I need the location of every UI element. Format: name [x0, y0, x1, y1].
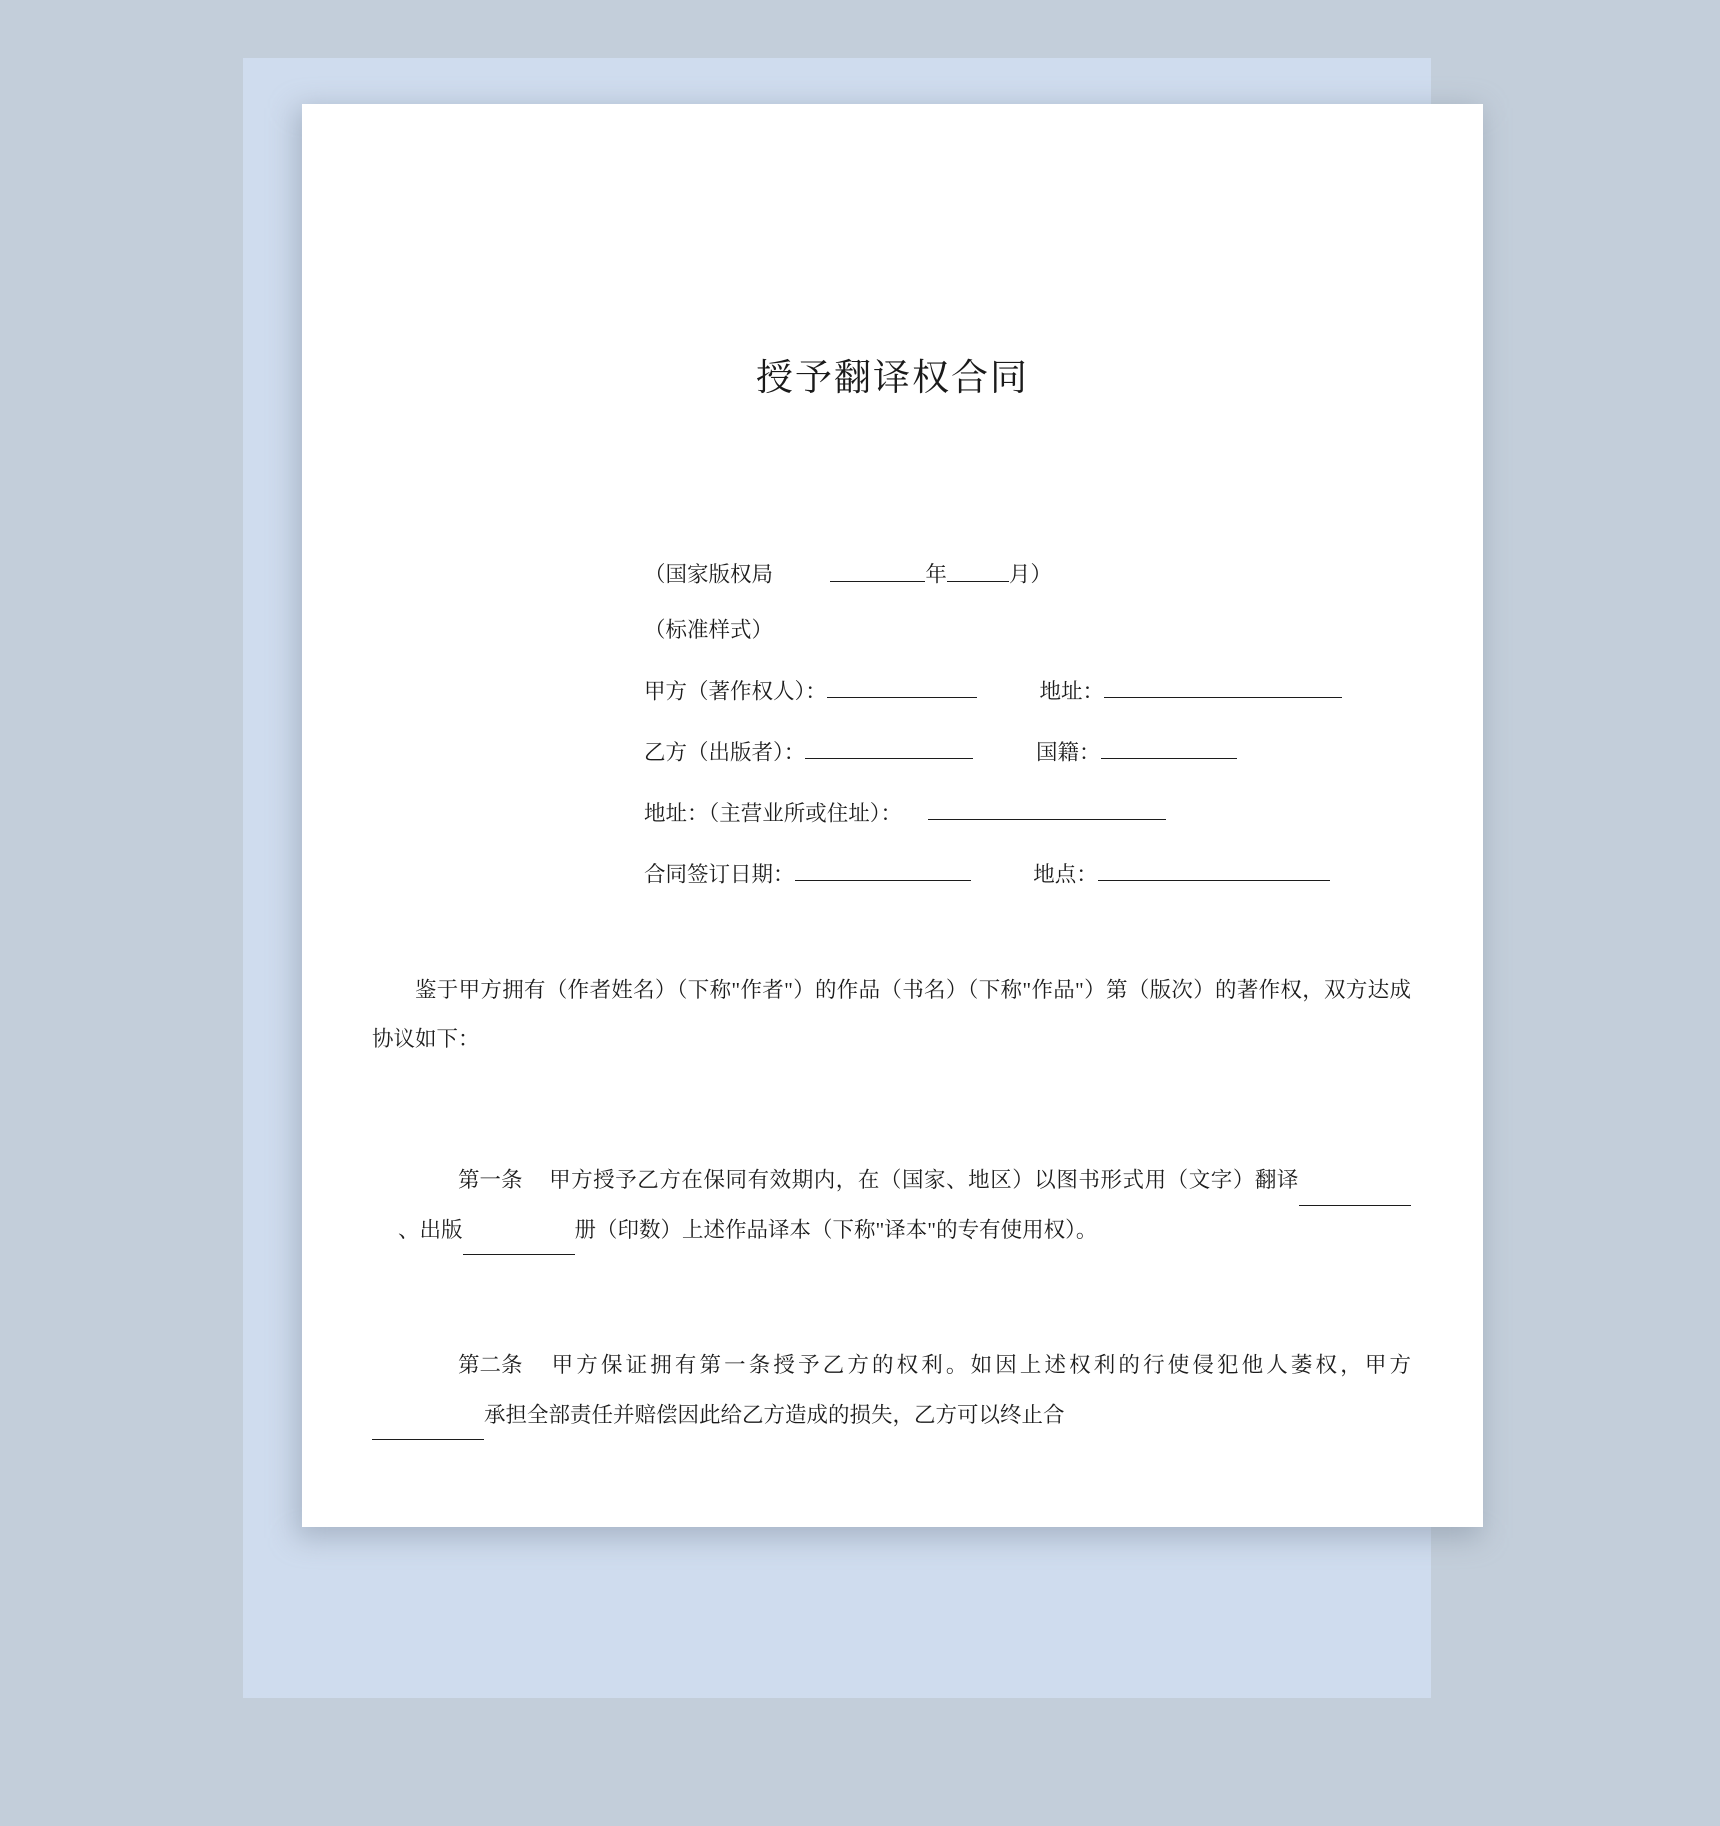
party-b-nationality-label: 国籍：: [1036, 740, 1101, 764]
issuer-year-blank[interactable]: [830, 559, 925, 582]
style-line: [372, 620, 1423, 642]
document-page: [302, 104, 1483, 1527]
field-row-signdate: [372, 859, 1423, 886]
article-1-block: [372, 1156, 1423, 1255]
issuer-line: [372, 559, 1423, 586]
party-b-nationality-blank[interactable]: [1101, 737, 1237, 760]
style-label: （标准样式）: [644, 618, 774, 642]
article-2-paragraph: [372, 1341, 1411, 1440]
issuer-suffix: 月）: [1008, 562, 1052, 587]
address-blank[interactable]: [928, 798, 1166, 821]
article-1-blank-2[interactable]: [463, 1232, 575, 1256]
article-2-text-b: 承担全部责任并赔偿因此给乙方造成的损失，乙方可以终止合: [484, 1402, 1065, 1427]
article-1-text-a: 甲方授予乙方在保同有效期内，在（国家、地区）以图书形式用（文字）翻译: [548, 1168, 1299, 1193]
article-2-blank-1[interactable]: [372, 1417, 484, 1441]
article-2-block: [372, 1341, 1423, 1440]
sign-place-blank[interactable]: [1098, 859, 1330, 882]
article-1-blank-1[interactable]: [1299, 1182, 1411, 1206]
party-a-blank[interactable]: [827, 676, 977, 699]
page-title: 授予翻译权合同: [756, 358, 1029, 399]
sign-place-label: 地点：: [1033, 862, 1098, 886]
sign-date-blank[interactable]: [795, 859, 971, 882]
recital-paragraph: 鉴于甲方拥有（作者姓名）（下称"作者"）的作品（书名）（下称"作品"）第（版次）的著作权，双方达成协议如下：: [372, 977, 1411, 1051]
address-label: 地址：（主营业所或住址）：: [644, 801, 903, 825]
issuer-month-blank[interactable]: [947, 559, 1009, 582]
sign-date-label: 合同签订日期：: [644, 862, 795, 886]
party-a-label: 甲方（著作权人）：: [644, 679, 827, 703]
article-1-lead: 第一条: [458, 1168, 523, 1193]
article-1-text-b: 、出版: [398, 1217, 463, 1242]
article-1-paragraph: [372, 1156, 1411, 1255]
recital-block: [372, 966, 1423, 1065]
issuer-prefix: （国家版权局: [644, 562, 774, 587]
field-row-party-a: [372, 676, 1423, 703]
article-2-lead: 第二条: [458, 1353, 523, 1378]
field-row-address: [372, 798, 1423, 825]
article-2-text-a: 甲方保证拥有第一条授予乙方的权利。如因上述权利的行使侵犯他人萎权，甲方: [548, 1353, 1411, 1378]
party-a-address-blank[interactable]: [1104, 676, 1342, 699]
party-b-blank[interactable]: [805, 737, 973, 760]
party-b-label: 乙方（出版者）：: [644, 740, 806, 764]
article-1-text-c: 册（印数）上述作品译本（下称"译本"的专有使用权）。: [574, 1217, 1098, 1242]
document-body: [302, 559, 1483, 1440]
issuer-year-label: 年: [925, 562, 947, 587]
field-row-party-b: [372, 737, 1423, 764]
party-a-address-label: 地址：: [1039, 679, 1105, 703]
